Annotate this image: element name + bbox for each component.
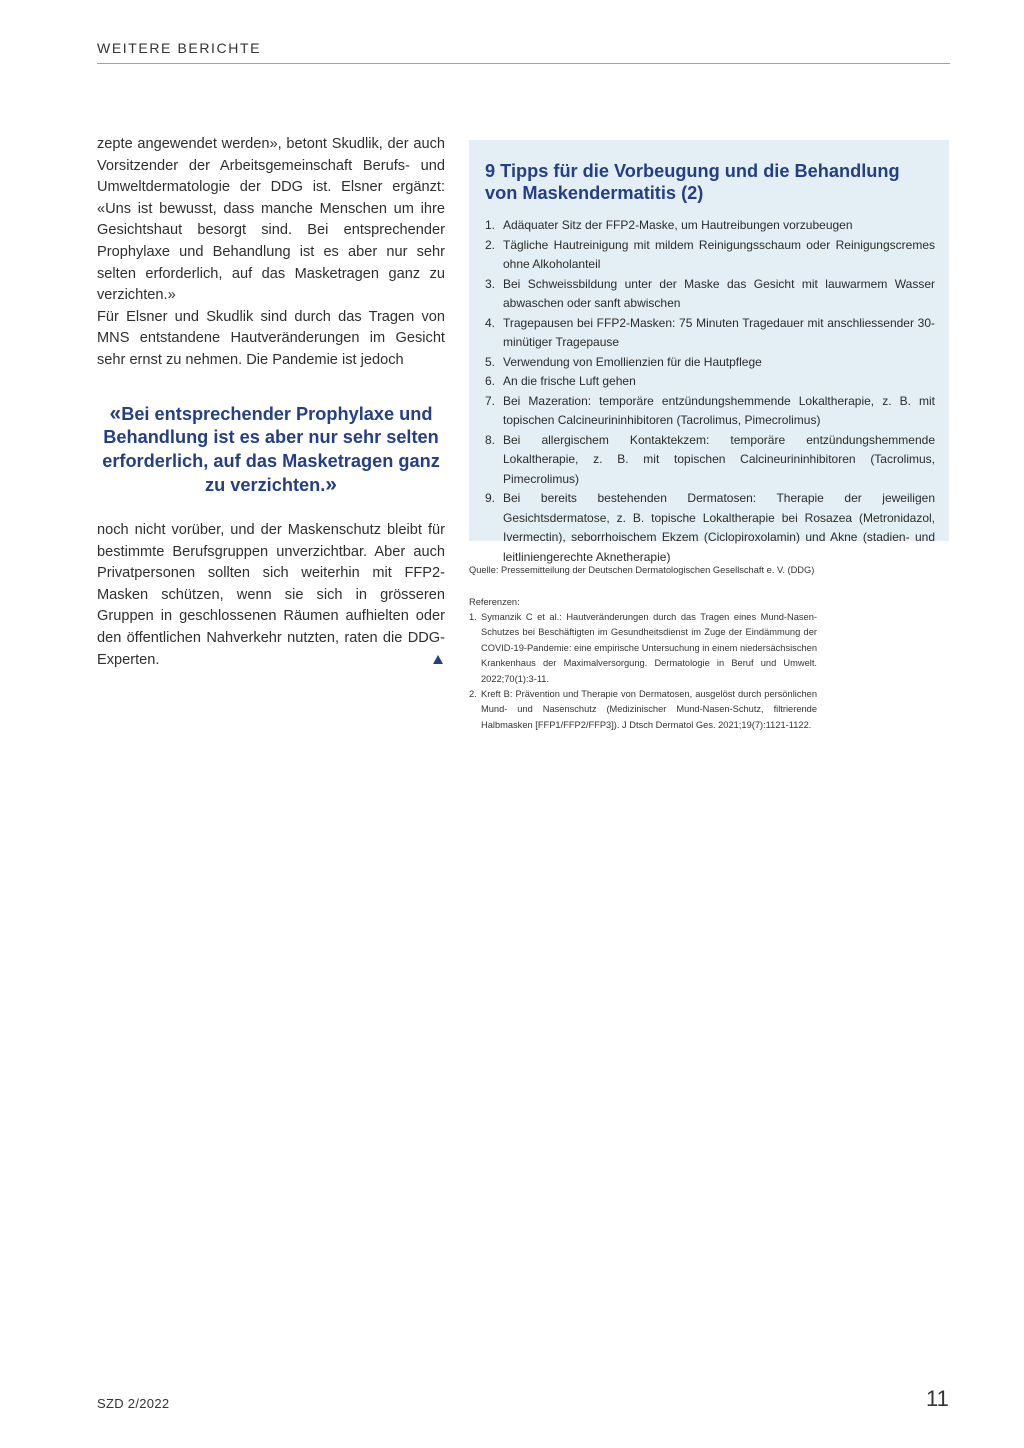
tip-item bbox=[485, 392, 935, 431]
tip-number: 1. bbox=[485, 218, 496, 232]
footer-journal-issue: SZD 2/2022 bbox=[97, 1396, 170, 1411]
tip-number: 7. bbox=[485, 393, 496, 408]
quote-open-mark: « bbox=[109, 402, 122, 425]
article-paragraph: Für Elsner und Skudlik sind durch das Tragen von MNS entstandene Hautveränderungen im Gesicht sehr ernst zu nehmen. Die Pandemie ist jedoch bbox=[97, 308, 445, 368]
tip-item bbox=[485, 236, 935, 275]
tip-text: Verwendung von Emollienzien für die Hautpflege bbox=[503, 354, 762, 369]
tip-text: Bei allergischem Kontaktekzem: temporäre entzündungshemmende Lokaltherapie, z. B. mit topischen Calcineurininhibitoren (Tacrolimus, Pimecrolimus) bbox=[503, 432, 935, 486]
pull-quote-text: Bei entsprechender Prophylaxe und Behandlung ist es aber nur sehr selten erforderlich, auf das Masketragen ganz zu verzichten. bbox=[102, 404, 440, 496]
tip-text: Bei Schweissbildung unter der Maske das Gesicht mit lauwarmem Wasser abwaschen oder sanft abwischen bbox=[503, 276, 935, 310]
references-list bbox=[469, 610, 817, 733]
tip-number: 5. bbox=[485, 354, 496, 369]
tip-number: 8. bbox=[485, 432, 496, 447]
tip-item bbox=[485, 353, 935, 373]
tip-text: Tägliche Hautreinigung mit mildem Reinigungsschaum oder Reinigungscremes ohne Alkoholanteil bbox=[503, 237, 935, 271]
tip-text: An die frische Luft gehen bbox=[503, 374, 636, 388]
tip-item bbox=[485, 372, 935, 392]
tip-number: 3. bbox=[485, 276, 496, 291]
tip-item bbox=[485, 216, 935, 236]
article-paragraph: zepte angewendet werden», betont Skudlik, der auch Vorsitzender der Arbeitsgemeinschaft Berufs- und Umweltdermatologie der DDG ist. Elsner ergänzt: «Uns ist bewusst, dass manche Menschen um ihre Gesichtshaut besorgt sind. Bei entsprechender Prophylaxe und Behandlung ist es aber nur sehr selten erforderlich, auf das Masketragen ganz zu verzichten.» bbox=[97, 136, 445, 304]
tip-text: Bei Mazeration: temporäre entzündungshemmende Lokaltherapie, z. B. mit topischen Calcineurininhibitoren (Tacrolimus, Pimecrolimus) bbox=[503, 393, 935, 427]
reference-number: 1. bbox=[469, 612, 477, 622]
tips-list bbox=[485, 216, 935, 567]
tip-number: 4. bbox=[485, 315, 496, 330]
page-number: 11 bbox=[926, 1386, 949, 1411]
tip-item bbox=[485, 489, 935, 567]
pull-quote bbox=[97, 402, 445, 498]
article-paragraph: noch nicht vorüber, und der Maskenschutz bleibt für bestimmte Berufsgruppen unverzichtbar. Aber auch Privatpersonen sollten sich weiterhin mit FFP2-Masken schützen, wenn sie sich in grösseren Gruppen in geschlossenen Räumen aufhielten oder den öffentlichen Nahverkehr nutzten, raten die DDG-Experten. bbox=[97, 522, 445, 668]
article-column-bottom bbox=[97, 520, 445, 671]
tip-text: Tragepausen bei FFP2-Masken: 75 Minuten Tragedauer mit anschliessender 30-minütiger Tragepause bbox=[503, 315, 935, 349]
reference-text: Kreft B: Prävention und Therapie von Dermatosen, ausgelöst durch persönlichen Mund- und Nasenschutz (Medizinischer Mund-Nasen-Schutz, filtrierende Halbmasken [FFP1/FFP2/FFP3]). J Dtsch Dermatol Ges. 2021;19(7):1121-1122. bbox=[481, 689, 817, 730]
tip-text: Bei bereits bestehenden Dermatosen: Therapie der jeweiligen Gesichtsdermatose, z. B. topische Lokaltherapie bei Rosazea (Metronidazol, Ivermectin), seborrhoischem Ekzem (Ciclopiroxolamin) und Akne (stadien- und leitliniengerechte Aknetherapie) bbox=[503, 491, 935, 564]
article-end-triangle-icon bbox=[433, 655, 443, 664]
tip-item bbox=[485, 314, 935, 353]
reference-item bbox=[469, 687, 817, 733]
tip-item bbox=[485, 275, 935, 314]
tip-item bbox=[485, 431, 935, 490]
tip-number: 9. bbox=[485, 491, 496, 505]
tips-box bbox=[469, 140, 949, 564]
tips-box-title: 9 Tipps für die Vorbeugung und die Behandlung von Maskendermatitis (2) bbox=[485, 161, 900, 203]
source-note: Quelle: Pressemitteilung der Deutschen Dermatologischen Gesellschaft e. V. (DDG) bbox=[469, 565, 815, 575]
reference-number: 2. bbox=[469, 689, 477, 700]
section-header: WEITERE BERICHTE bbox=[97, 40, 262, 56]
tip-number: 6. bbox=[485, 374, 496, 388]
tip-text: Adäquater Sitz der FFP2-Maske, um Hautreibungen vorzubeugen bbox=[503, 218, 853, 232]
quote-close-mark: » bbox=[325, 473, 337, 497]
article-column-top bbox=[97, 134, 445, 372]
reference-item bbox=[469, 610, 817, 687]
references-heading: Referenzen: bbox=[469, 597, 520, 607]
tip-number: 2. bbox=[485, 237, 496, 252]
reference-text: Symanzik C et al.: Hautveränderungen durch das Tragen eines Mund-Nasen-Schutzes bei Beschäftigten im Gesundheitsdienst im Zuge der Eindämmung der COVID-19-Pandemie: eine empirische Untersuchung in einem niedersächsischen Krankenhaus der Maximalversorgung. Dermatologie in Beruf und Umwelt. 2022;70(1):3-11. bbox=[481, 612, 817, 684]
header-divider bbox=[97, 63, 950, 64]
